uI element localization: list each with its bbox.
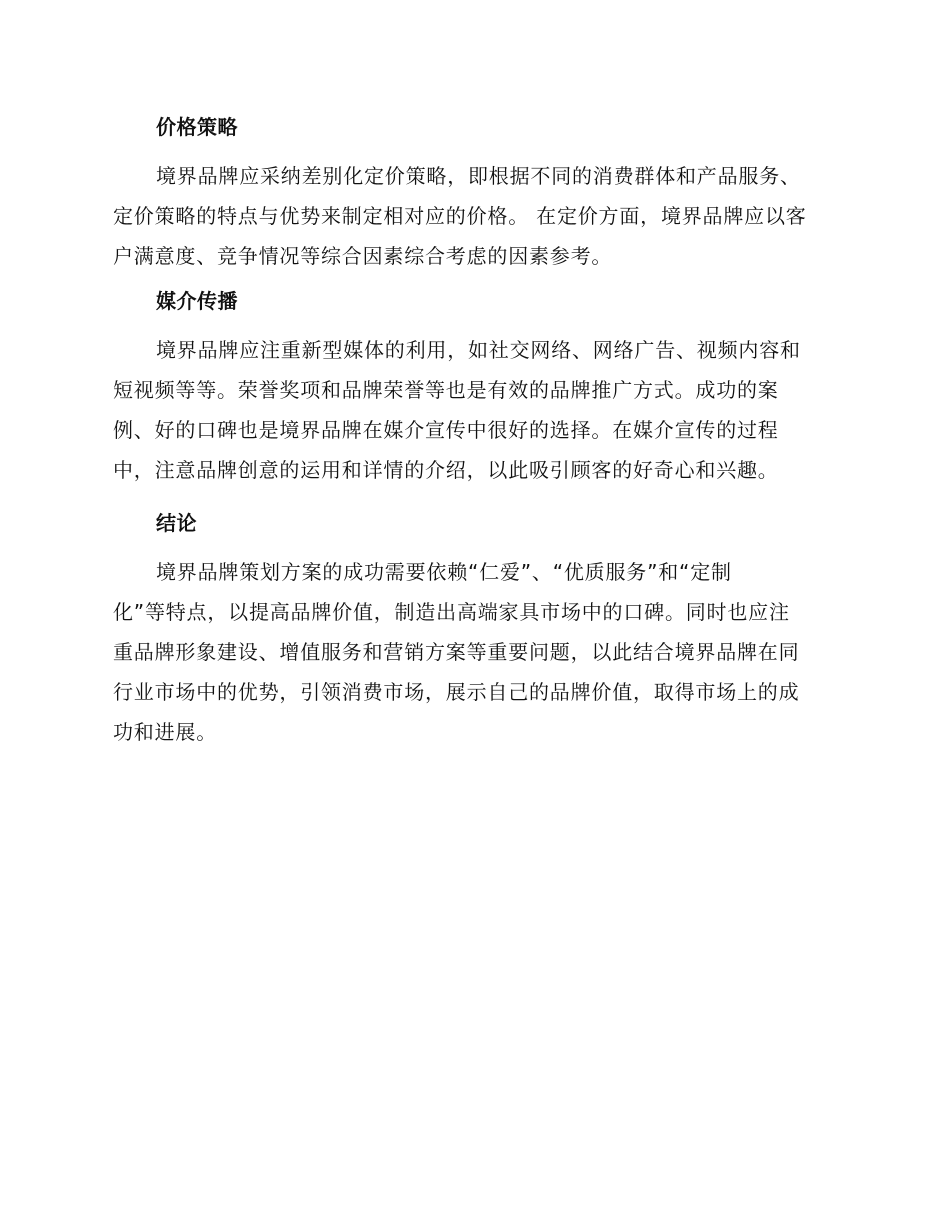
paragraph-line: 定价策略的特点与优势来制定相对应的价格。 在定价方面，境界品牌应以客: [113, 204, 807, 228]
paragraph-line: 境界品牌应注重新型媒体的利用，如社交网络、网络广告、视频内容和: [156, 338, 801, 362]
paragraph-line: 境界品牌策划方案的成功需要依赖“仁爱”、“优质服务”和“定制: [156, 560, 732, 584]
section-heading-conclusion: 结论: [156, 511, 197, 535]
paragraph-line: 行业市场中的优势，引领消费市场，展示自己的品牌价值，取得市场上的成: [113, 680, 800, 704]
section-heading-media-communication: 媒介传播: [156, 289, 238, 313]
paragraph-line: 重品牌形象建设、增值服务和营销方案等重要问题，以此结合境界品牌在同: [113, 640, 800, 664]
paragraph-line: 中，注意品牌创意的运用和详情的介绍，以此吸引顾客的好奇心和兴趣。: [113, 458, 779, 482]
paragraph-line: 境界品牌应采纳差别化定价策略，即根据不同的消费群体和产品服务、: [156, 164, 801, 188]
paragraph-price-strategy: [113, 156, 837, 276]
paragraph-line: 短视频等等。荣誉奖项和品牌荣誉等也是有效的品牌推广方式。成功的案: [113, 378, 779, 402]
paragraph-conclusion: [113, 552, 837, 752]
section-heading-price-strategy: 价格策略: [156, 115, 238, 139]
paragraph-line: 户满意度、竞争情况等综合因素综合考虑的因素参考。: [113, 244, 613, 268]
paragraph-media-communication: [113, 330, 837, 490]
paragraph-line: 例、好的口碑也是境界品牌在媒介宣传中很好的选择。在媒介宣传的过程: [113, 418, 779, 442]
paragraph-line: 化”等特点，以提高品牌价值，制造出高端家具市场中的口碑。同时也应注: [113, 600, 790, 624]
paragraph-line: 功和进展。: [113, 720, 217, 744]
